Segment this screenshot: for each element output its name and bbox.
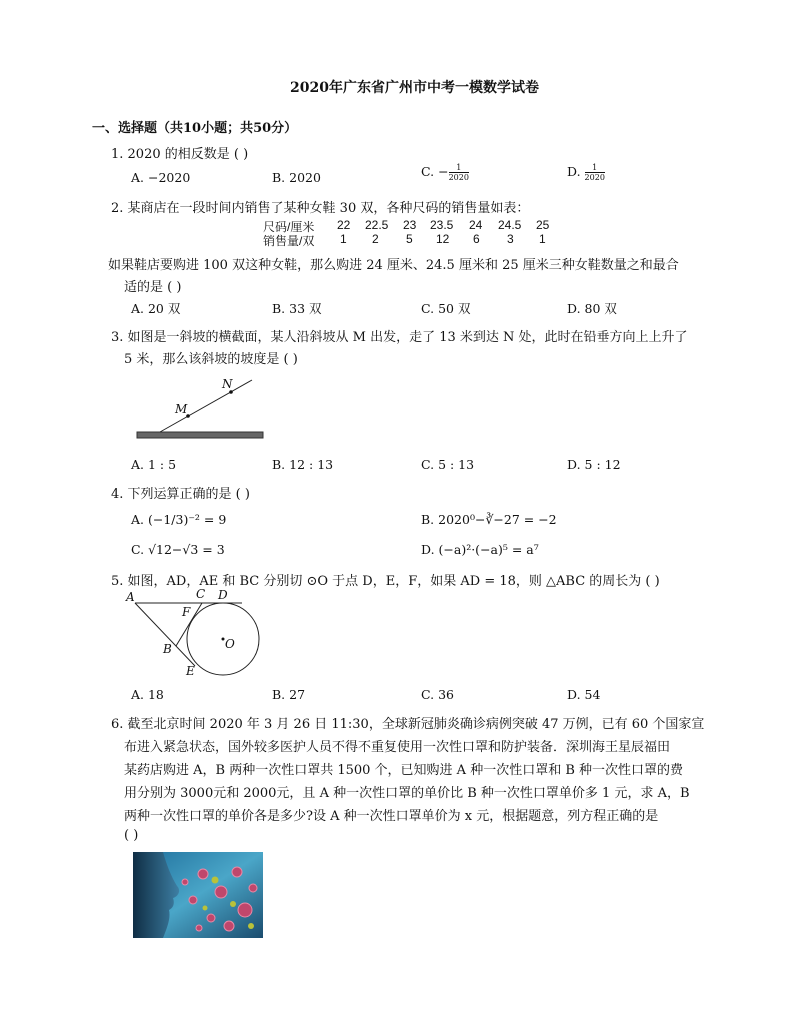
table-cell: 12 (436, 232, 450, 246)
table-cell: 3 (507, 232, 514, 246)
circle-tangent-figure (125, 590, 275, 680)
q2-option-d[interactable]: D. 80 双 (567, 301, 617, 316)
q5-option-d[interactable]: D. 54 (567, 687, 601, 702)
table-cell: 24.5 (498, 218, 522, 232)
table-cell: 2 (372, 232, 379, 246)
table-cell: 5 (406, 232, 413, 246)
label-e: E (186, 664, 195, 678)
q4-option-a[interactable]: A. (−1/3)⁻² = 9 (131, 512, 227, 527)
table-cell: 25 (536, 218, 550, 232)
question-6-line4: 用分别为 3000元和 2000元，且 A 种一次性口罩的单价比 B 种一次性口罩单价多 1 元，求 A，B (124, 786, 690, 801)
question-6-line6: ( ) (124, 828, 139, 843)
q3-option-b[interactable]: B. 12 : 13 (272, 457, 334, 472)
fraction (449, 163, 469, 182)
q1-option-c[interactable] (421, 163, 469, 182)
question-2-line3: 适的是 ( ) (124, 280, 182, 295)
q4-option-c[interactable]: C. √12−√3 = 3 (131, 542, 225, 557)
slope-line (160, 380, 252, 432)
q2-option-c[interactable]: C. 50 双 (421, 301, 471, 316)
numerator: 1 (449, 163, 469, 173)
q3-option-a[interactable]: A. 1 : 5 (131, 457, 177, 472)
table-row-head-size: 尺码/厘米 (263, 220, 315, 234)
virus-face-illustration (133, 852, 263, 938)
question-2-line2: 如果鞋店要购进 100 双这种女鞋，那么购进 24 厘米、24.5 厘米和 25 厘米三种女鞋数量之和最合 (108, 258, 679, 273)
table-cell: 23 (403, 218, 417, 232)
q3-option-d[interactable]: D. 5 : 12 (567, 457, 621, 472)
question-6-line5: 两种一次性口罩的单价各是多少?设 A 种一次性口罩单价为 x 元，根据题意，列方程正确的是 (124, 809, 659, 824)
page-title: 2020年广东省广州市中考一模数学试卷 (290, 80, 539, 96)
q4-option-b[interactable]: B. 2020⁰−∛−27 = −2 (421, 512, 557, 527)
label-f: F (182, 605, 191, 619)
label-o: O (225, 637, 235, 651)
q5-option-c[interactable]: C. 36 (421, 687, 454, 702)
label-d: D (218, 588, 228, 602)
option-label: A. (131, 170, 145, 185)
option-label: B. (272, 170, 286, 185)
question-3-line1: 3. 如图是一斜坡的横截面，某人沿斜坡从 M 出发，走了 13 米到达 N 处，此时在铅垂方向上上升了 (111, 330, 688, 345)
table-cell: 22 (337, 218, 351, 232)
question-6-line3: 某药店购进 A，B 两种一次性口罩共 1500 个，已知购进 A 种一次性口罩和 B 种一次性口罩的费 (124, 763, 684, 778)
table-cell: 22.5 (365, 218, 389, 232)
q3-option-c[interactable]: C. 5 : 13 (421, 457, 475, 472)
label-b: B (163, 642, 172, 656)
question-3-line2: 5 米，那么该斜坡的坡度是 ( ) (124, 352, 298, 367)
q1-option-a[interactable] (131, 170, 190, 185)
label-n: N (222, 377, 233, 391)
denominator: 2020 (584, 173, 605, 182)
section-heading: 一、选择题（共10小题；共50分） (92, 121, 298, 136)
table-row-head-count: 销售量/双 (263, 234, 315, 248)
ground-bar (137, 432, 263, 438)
question-6-line2: 布进入紧急状态，国外较多医护人员不得不重复使用一次性口罩和防护装备．深圳海王星辰福田 (124, 740, 671, 755)
option-text: −2020 (148, 170, 191, 185)
question-2-stem: 2. 某商店在一段时间内销售了某种女鞋 30 双，各种尺码的销售量如表： (111, 201, 530, 216)
q5-option-a[interactable]: A. 18 (131, 687, 164, 702)
question-4-stem: 4. 下列运算正确的是 ( ) (111, 487, 250, 502)
minus-sign: − (438, 164, 449, 179)
table-cell: 6 (473, 232, 480, 246)
q2-option-a[interactable]: A. 20 双 (131, 301, 181, 316)
question-5-stem: 5. 如图，AD，AE 和 BC 分别切 ⊙O 于点 D，E，F，如果 AD = 18，则 △ABC 的周长为 ( ) (111, 574, 660, 589)
q2-option-b[interactable]: B. 33 双 (272, 301, 322, 316)
q1-option-b[interactable] (272, 170, 321, 185)
table-cell: 24 (469, 218, 483, 232)
option-label: C. (421, 164, 435, 179)
option-label: D. (567, 164, 581, 179)
label-m: M (175, 402, 188, 416)
question-1-stem: 1. 2020 的相反数是 ( ) (111, 147, 249, 162)
table-cell: 1 (539, 232, 546, 246)
label-c: C (196, 587, 206, 601)
option-text: 2020 (289, 170, 321, 185)
q1-option-d[interactable] (567, 163, 605, 182)
table-cell: 23.5 (430, 218, 454, 232)
question-6-line1: 6. 截至北京时间 2020 年 3 月 26 日 11:30，全球新冠肺炎确诊病例突破 47 万例，已有 60 个国家宣 (111, 717, 705, 732)
fraction (585, 163, 605, 182)
q4-option-d[interactable]: D. (−a)²·(−a)⁵ = a⁷ (421, 542, 539, 557)
q5-option-b[interactable]: B. 27 (272, 687, 306, 702)
denominator: 2020 (448, 173, 469, 182)
table-cell: 1 (340, 232, 347, 246)
label-a: A (126, 590, 135, 604)
numerator: 1 (585, 163, 605, 173)
slope-figure (130, 375, 270, 445)
